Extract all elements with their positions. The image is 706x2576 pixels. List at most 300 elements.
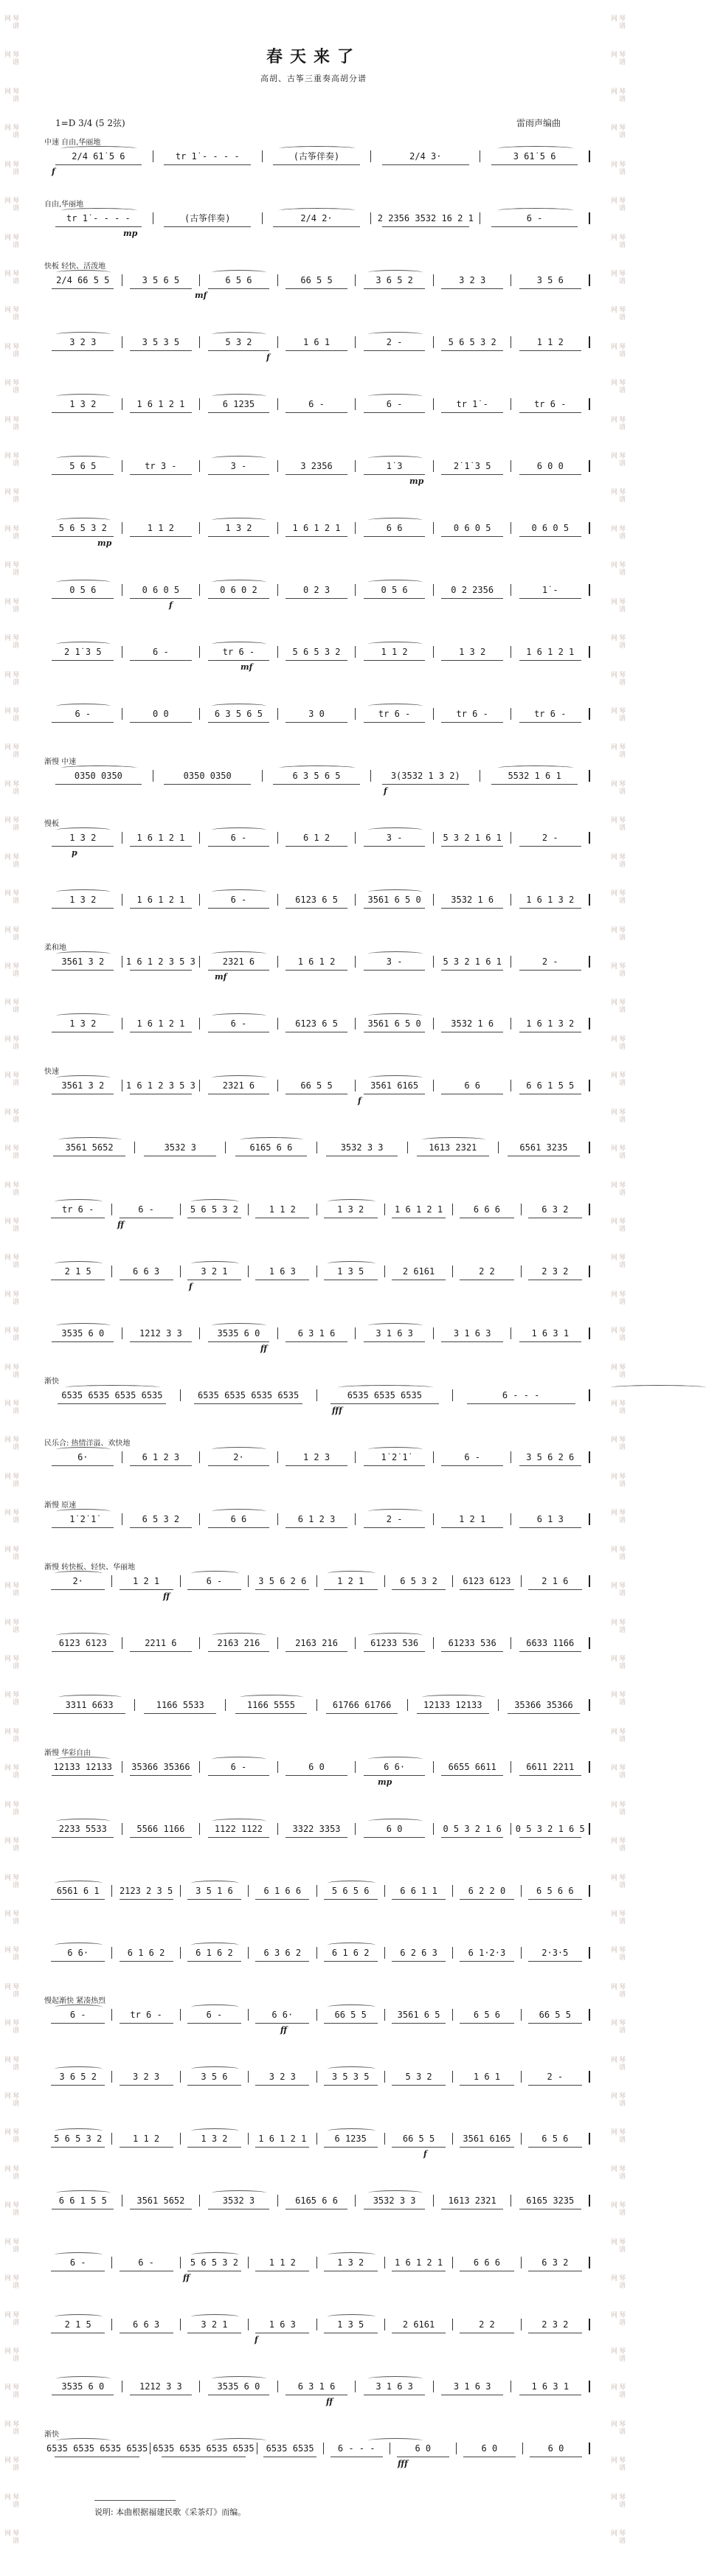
slur-mark (56, 1075, 111, 1080)
slur-mark (328, 1571, 376, 1576)
measure: 1 2 1 (112, 1575, 180, 1587)
slur-mark (212, 889, 266, 895)
score-system (44, 2301, 590, 2363)
measure: 2̇ 1̇ 3 5 (434, 460, 512, 472)
measure: tr 6 - (44, 1204, 112, 1215)
score-system (44, 1991, 590, 2053)
watermark-text: 琴谱网 (3, 2019, 18, 2035)
notation-line (44, 1080, 590, 1091)
measure: 3 - (356, 832, 434, 844)
measure: 3 1 6 3 (434, 2381, 512, 2392)
measure: 1 6 1 3 2 (511, 894, 590, 906)
watermark-text: 琴谱网 (3, 233, 18, 249)
measure: 1 6 1 2 1 (122, 398, 201, 410)
measure: 3 2 1 (181, 1266, 249, 1277)
notation-line (44, 212, 590, 224)
measure: 3 2 1 (181, 2319, 249, 2330)
measure: tr 6 - (511, 398, 590, 410)
measure: 1 6 1 2 3 5 3 (122, 956, 201, 968)
watermark-text: 琴谱网 (609, 816, 625, 832)
measure: tr 1̇ - (434, 398, 512, 410)
measure: 6 6 (434, 1080, 512, 1091)
notation-line (44, 1451, 590, 1463)
slur-mark (56, 1323, 111, 1328)
dynamic-marking: ff (326, 2397, 333, 2406)
watermark-text: 琴谱网 (609, 342, 625, 358)
measure: 6 5 6 (453, 2009, 521, 2021)
watermark-text: 琴谱网 (609, 1582, 625, 1597)
measure: 2 1 6 (522, 1575, 590, 1587)
measure: 6 0 (390, 2443, 457, 2454)
tempo-marking: 渐慢 转快板、轻快、华丽地 (44, 1563, 136, 1572)
measure: 6 5 6 (522, 2133, 590, 2145)
watermark-text: 琴谱网 (609, 51, 625, 66)
watermark-text: 琴谱网 (3, 1837, 18, 1853)
score-system (44, 1681, 590, 1743)
slur-mark (191, 1571, 239, 1576)
measure: 0 0 (122, 708, 201, 720)
measure: 0 5 6 (356, 584, 434, 596)
notation-line (44, 2319, 590, 2330)
watermark-text: 琴谱网 (3, 2420, 18, 2435)
measure: 1̇ 2̇ 1̇ (356, 1451, 434, 1463)
watermark-text: 琴谱网 (609, 1436, 625, 1451)
slur-mark (212, 951, 266, 957)
measure: 6123 6123 (44, 1637, 122, 1649)
watermark-text: 琴谱网 (3, 2530, 18, 2545)
measure: 1 2 1 (317, 1575, 385, 1587)
notation-line (44, 832, 590, 844)
measure: 3 - (356, 956, 434, 968)
left-watermark-strip (1, 15, 19, 2566)
measure: 6123 6123 (453, 1575, 521, 1587)
measure: 6 6· (356, 1761, 434, 1773)
measure: 66 5 5 (278, 274, 356, 286)
measure: 6 5 3 2 (385, 1575, 453, 1587)
watermark-text: 琴谱网 (609, 452, 625, 468)
slur-mark (212, 1509, 266, 1514)
measure: 6 - (480, 212, 590, 224)
dynamic-marking: fff (398, 2459, 408, 2468)
watermark-text: 琴谱网 (609, 2274, 625, 2290)
dynamic-marking: mf (240, 662, 253, 672)
measure: 0 6 0 2 (200, 584, 278, 596)
watermark-text: 琴谱网 (609, 1909, 625, 1925)
slur-mark (368, 2438, 423, 2443)
measure: 6 - (181, 2009, 249, 2021)
watermark-text: 琴谱网 (3, 999, 18, 1014)
watermark-text: 琴谱网 (3, 2164, 18, 2180)
dynamic-marking: f (52, 167, 55, 176)
measure: 6 1 3 (511, 1513, 590, 1525)
watermark-text: 琴谱网 (609, 524, 625, 540)
watermark-text: 琴谱网 (609, 2237, 625, 2253)
dynamic-marking: ff (280, 2025, 288, 2035)
measure: 6 6 6 (453, 2257, 521, 2268)
measure: 0 5 3 2 1 6 5 (511, 1823, 590, 1835)
slur-mark (212, 827, 266, 833)
measure: 6 - (44, 2009, 112, 2021)
page-title: 春天来了 (266, 47, 361, 66)
measure: 0 6 0 5 (434, 522, 512, 534)
slur-mark (56, 889, 111, 895)
tempo-marking: 柔和地 (44, 944, 66, 952)
score-system (44, 257, 590, 319)
measure: 6611 2211 (511, 1761, 590, 1773)
watermark-text: 琴谱网 (609, 2311, 625, 2326)
notation-line (44, 2195, 590, 2207)
watermark-text: 琴谱网 (3, 962, 18, 977)
measure: 3322 3353 (278, 1823, 356, 1835)
slur-mark (328, 1199, 376, 1204)
measure: 6 - (181, 1575, 249, 1587)
watermark-text: 琴谱网 (609, 1472, 625, 1487)
slur-mark (328, 2128, 376, 2134)
score-system (44, 1496, 590, 1558)
measure: 1 6 1 (453, 2071, 521, 2083)
slur-mark (56, 2438, 111, 2443)
watermark-text: 琴谱网 (3, 1618, 18, 1634)
measure: 2 - (511, 832, 590, 844)
measure: 3 5 3 5 (317, 2071, 385, 2083)
watermark-text: 琴谱网 (3, 524, 18, 540)
notation-line (44, 2009, 590, 2021)
score-system (44, 1929, 590, 1991)
slur-mark (368, 270, 423, 275)
notation-line (44, 150, 590, 162)
slur-mark (55, 1943, 103, 1948)
watermark-text: 琴谱网 (3, 1363, 18, 1378)
measure: 1 1 2 (122, 522, 201, 534)
watermark-text: 琴谱网 (609, 1727, 625, 1743)
watermark-text: 琴谱网 (3, 1727, 18, 1743)
score-system (44, 1619, 590, 1681)
slur-mark (56, 2190, 111, 2195)
measure: 2 - (356, 1513, 434, 1525)
watermark-text: 琴谱网 (3, 2201, 18, 2217)
measure: 2 - (511, 956, 590, 968)
measure: 3561 3 2 (44, 1080, 122, 1091)
slur-mark (56, 704, 111, 709)
measure: 6 - (200, 1761, 278, 1773)
measure: 3 2356 (278, 460, 356, 472)
measure: 2 2356 3532 16 2 1 (371, 212, 480, 224)
score-system (44, 566, 590, 628)
measure: 1 3 2 (434, 646, 512, 658)
notation-line (44, 1575, 590, 1587)
measure: 2 6161 (385, 1266, 453, 1277)
measure: 1 6 1 2 (278, 956, 356, 968)
measure: 35366 35366 (499, 1699, 590, 1711)
tempo-marking: 民乐合: 热情洋溢、欢快地 (44, 1440, 131, 1448)
measure: 1 6 1 2 1 (385, 2257, 453, 2268)
slur-mark (212, 456, 266, 461)
notation-line (44, 956, 590, 968)
watermark-text: 琴谱网 (3, 926, 18, 941)
measure: 6 - (112, 2257, 180, 2268)
watermark-text: 琴谱网 (609, 2019, 625, 2035)
measure: 6165 3235 (511, 2195, 590, 2207)
measure: 6633 1166 (511, 1637, 590, 1649)
watermark-text: 琴谱网 (609, 2128, 625, 2144)
measure: 1613 2321 (434, 2195, 512, 2207)
tempo-marking: 慢起渐快 紧凑热烈 (44, 1997, 106, 2005)
slur-mark (240, 1695, 303, 1700)
measure: 3561 3 2 (44, 956, 122, 968)
measure: 3 1 6 3 (356, 2381, 434, 2392)
measure: 5 6 5 3 2 (434, 336, 512, 348)
watermark-text: 琴谱网 (3, 1327, 18, 1342)
measure: 6 1 6 2 (181, 1947, 249, 1959)
measure: 3535 6 0 (200, 2381, 278, 2392)
slur-mark (368, 580, 423, 585)
measure: 0 6 0 5 (122, 584, 201, 596)
slur-mark (212, 2190, 266, 2195)
measure: 3561 6165 (356, 1080, 434, 1091)
notation-line (44, 708, 590, 720)
measure: 6 0 (356, 1823, 434, 1835)
dynamic-marking: f (255, 2335, 258, 2344)
watermark-text: 琴谱网 (609, 561, 625, 577)
slur-mark (56, 1447, 111, 1452)
slur-mark (497, 208, 574, 213)
watermark-text: 琴谱网 (3, 1145, 18, 1160)
watermark-text: 琴谱网 (609, 269, 625, 285)
measure: 2 1 5 (44, 2319, 112, 2330)
watermark-text: 琴谱网 (609, 1181, 625, 1196)
slur-mark (191, 2252, 239, 2257)
slur-mark (368, 1447, 423, 1452)
measure: 35366 35366 (122, 1761, 201, 1773)
slur-mark (212, 642, 266, 647)
watermark-text: 琴谱网 (3, 1035, 18, 1050)
measure: 2· (44, 1575, 112, 1587)
watermark-text: 琴谱网 (3, 1691, 18, 1707)
notation-line (44, 646, 590, 658)
slur-mark (56, 951, 111, 957)
measure: 6 - (44, 2257, 112, 2268)
measure: 6 3 5 6 5 (263, 770, 372, 782)
right-watermark-strip (608, 15, 626, 2566)
measure: 6· (44, 1451, 122, 1463)
dynamic-marking: f (384, 786, 387, 796)
measure: 1 6 1 2 1 (278, 522, 356, 534)
measure: 3 5 3 5 (122, 336, 201, 348)
measure: 5566 1166 (122, 1823, 201, 1835)
dynamic-marking: ff (183, 2273, 190, 2282)
slur-mark (497, 765, 574, 771)
slur-mark (191, 2066, 239, 2072)
measure: 1 6 1 2 1 (511, 646, 590, 658)
slur-mark (368, 704, 423, 709)
dynamic-marking: mp (123, 229, 138, 238)
slur-mark (212, 1819, 266, 1824)
measure: 6 - (356, 398, 434, 410)
measure: (古筝伴奏) (153, 212, 263, 224)
watermark-text: 琴谱网 (609, 1145, 625, 1160)
measure: 2/4 2· (263, 212, 372, 224)
measure: 6561 3235 (499, 1142, 590, 1153)
notation-line (44, 894, 590, 906)
measure: 6535 6535 6535 (317, 1389, 454, 1401)
watermark-text: 琴谱网 (609, 743, 625, 759)
slur-mark (212, 1757, 266, 1762)
watermark-text: 琴谱网 (3, 1800, 18, 1816)
slur-mark (240, 1137, 303, 1142)
notation-line (44, 1885, 590, 1897)
measure: 66 5 5 (385, 2133, 453, 2145)
measure: 1 6 1 2 1 (122, 832, 201, 844)
dynamic-marking: mp (409, 476, 424, 486)
slur-mark (328, 2066, 376, 2072)
measure: 1 6 3 1 (511, 2381, 590, 2392)
watermark-text: 琴谱网 (609, 2420, 625, 2435)
measure: 1 6 1 2 1 (122, 894, 201, 906)
watermark-text: 琴谱网 (3, 1509, 18, 1524)
watermark-text: 琴谱网 (609, 1982, 625, 1998)
watermark-text: 琴谱网 (3, 488, 18, 504)
slur-mark (212, 704, 266, 709)
watermark-text: 琴谱网 (609, 1545, 625, 1560)
watermark-text: 琴谱网 (3, 1217, 18, 1232)
measure: 2163 216 (200, 1637, 278, 1649)
watermark-text: 琴谱网 (609, 1946, 625, 1962)
measure: 1 3 2 (181, 2133, 249, 2145)
measure: 2 2 (453, 1266, 521, 1277)
measure: 6 6 (356, 522, 434, 534)
watermark-text: 琴谱网 (3, 2128, 18, 2144)
notation-line (44, 1204, 590, 1215)
notation-line (44, 2071, 590, 2083)
measure: 6 0 0 (511, 460, 590, 472)
key-signature: 1=D 3/4 (5 2弦) (55, 118, 125, 128)
watermark-text: 琴谱网 (609, 2493, 625, 2508)
measure: tr 6 - (200, 646, 278, 658)
composer-credit: 雷雨声编曲 (516, 118, 561, 128)
measure: 6 1 6 2 (112, 1947, 180, 1959)
measure: 2 3 2 (522, 2319, 590, 2330)
measure: 1 3 2 (317, 1204, 385, 1215)
slur-mark (368, 2190, 423, 2195)
measure: 6 6 1 5 5 (511, 1080, 590, 1091)
watermark-text: 琴谱网 (3, 2457, 18, 2472)
measure: 2 1 5 (44, 1266, 112, 1277)
slur-mark (55, 1881, 103, 1886)
dynamic-marking: f (266, 353, 270, 362)
notation-line (44, 1823, 590, 1835)
score-system (44, 752, 590, 814)
watermark-text: 琴谱网 (609, 670, 625, 686)
slur-mark (422, 1695, 485, 1700)
slur-mark (497, 146, 574, 151)
measure: 6 3 5 6 5 (200, 708, 278, 720)
measure: 1 3 2 (44, 894, 122, 906)
score-system (44, 133, 590, 195)
watermark-text: 琴谱网 (609, 707, 625, 723)
footnote-divider (94, 2500, 176, 2501)
watermark-text: 琴谱网 (3, 2237, 18, 2253)
slur-mark (368, 827, 423, 833)
measure: 5 3 2 (200, 336, 278, 348)
watermark-text: 琴谱网 (609, 1035, 625, 1050)
score-system (44, 2425, 590, 2487)
watermark-text: 琴谱网 (3, 1254, 18, 1269)
watermark-text: 琴谱网 (609, 1363, 625, 1378)
slur-mark (56, 2376, 111, 2381)
measure: 0 6 0 5 (511, 522, 590, 534)
notation-line (44, 1947, 590, 1959)
score-system (44, 1372, 590, 1434)
slur-mark (368, 642, 423, 647)
measure: 6 6 3 (112, 1266, 180, 1277)
slur-mark (56, 642, 111, 647)
measure: 1 6 1 (278, 336, 356, 348)
measure: 5 6 5 3 2 (181, 1204, 249, 1215)
watermark-text: 琴谱网 (609, 926, 625, 941)
watermark-text: 琴谱网 (3, 2274, 18, 2290)
score-system (44, 628, 590, 690)
measure: 6 - - - (324, 2443, 390, 2454)
measure: 2123 2 3 5 (112, 1885, 180, 1897)
measure: 6 - - - (453, 1389, 590, 1401)
dynamic-marking: mf (215, 972, 227, 982)
watermark-text: 琴谱网 (3, 379, 18, 395)
notation-line (44, 336, 590, 348)
measure: 6 6· (44, 1947, 112, 1959)
score-system (44, 938, 590, 1000)
slur-mark (56, 518, 111, 523)
measure: 1212 3 3 (122, 2381, 201, 2392)
watermark-text: 琴谱网 (609, 962, 625, 977)
measure: 1 3 2 (200, 522, 278, 534)
slur-mark (191, 1261, 239, 1266)
watermark-text: 琴谱网 (3, 415, 18, 431)
notation-line (44, 1761, 590, 1773)
watermark-text: 琴谱网 (3, 306, 18, 322)
watermark-text: 琴谱网 (609, 2092, 625, 2108)
measure: tr 6 - (356, 708, 434, 720)
watermark-text: 琴谱网 (3, 1982, 18, 1998)
watermark-text: 琴谱网 (3, 707, 18, 723)
measure: 1 3 5 (317, 1266, 385, 1277)
measure: 3561 5652 (122, 2195, 201, 2207)
slur-mark (55, 2252, 103, 2257)
measure: 6 1235 (317, 2133, 385, 2145)
watermark-text: 琴谱网 (3, 743, 18, 759)
measure: 3532 3 (200, 2195, 278, 2207)
notation-line (44, 2443, 590, 2454)
watermark-text: 琴谱网 (3, 780, 18, 795)
page-subtitle: 高胡、古筝三重奏高胡分谱 (260, 74, 367, 83)
watermark-text: 琴谱网 (609, 2347, 625, 2362)
measure: 6 1 6 6 (249, 1885, 316, 1897)
measure: 1 3 5 (317, 2319, 385, 2330)
watermark-text: 琴谱网 (609, 15, 625, 29)
measure: 3 5 6 (511, 274, 590, 286)
measure: tr 6 - (112, 2009, 180, 2021)
slur-mark (191, 1881, 239, 1886)
measure: 1 1 2 (511, 336, 590, 348)
measure: 12133 12133 (44, 1761, 122, 1773)
measure: 0 5 3 2 1 6 (434, 1823, 512, 1835)
watermark-text: 琴谱网 (3, 2311, 18, 2326)
dynamic-marking: ff (117, 1220, 125, 1229)
measure: 1 3 2 (44, 1018, 122, 1030)
measure: 6 6 1 5 5 (44, 2195, 122, 2207)
slur-mark (212, 2438, 266, 2443)
tempo-marking: 慢板 (44, 820, 59, 828)
slur-mark (56, 270, 111, 275)
